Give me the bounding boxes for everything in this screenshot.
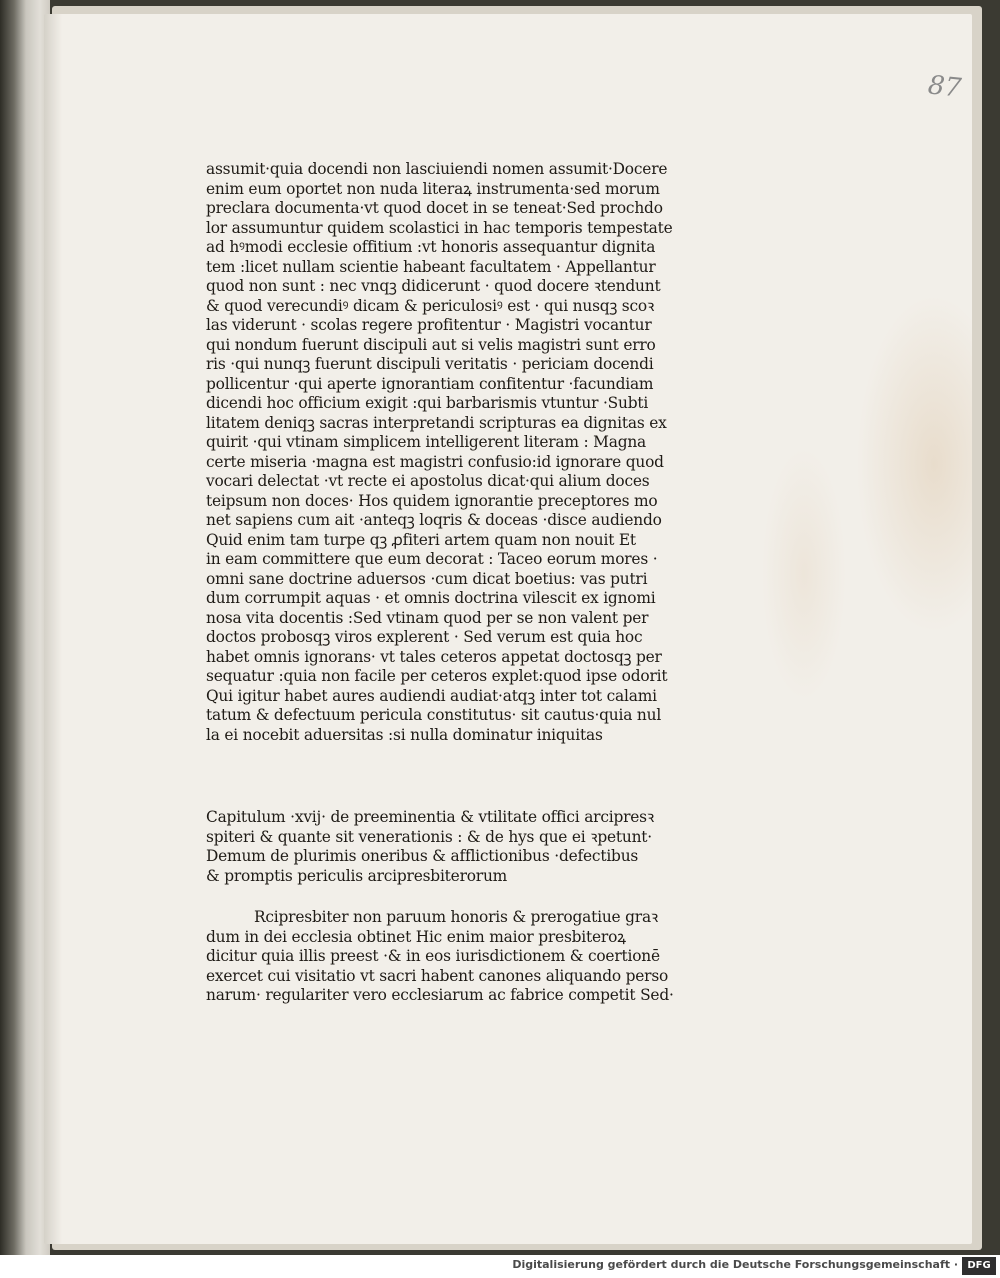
- body-line: dum in dei ecclesia obtinet Hic enim maior presbiteroꝝ: [206, 927, 626, 946]
- text-line: pollicentur ·qui aperte ignorantiam confitentur ·facundiam: [206, 374, 654, 393]
- heading-line: Demum de plurimis oneribus & afflictionibus ·defectibus: [206, 847, 639, 865]
- body-line: dicitur quia illis preest ·& in eos iurisdictionem & coertionē: [206, 947, 660, 965]
- chapter-heading: [206, 808, 774, 886]
- text-line: preclara documenta·vt quod docet in se teneat·Sed prochdo: [206, 199, 663, 217]
- chapter-body: [206, 908, 774, 1006]
- text-line: tem :licet nullam scientie habeant facultatem · Appellantur: [206, 257, 656, 276]
- text-line: omni sane doctrine aduersos ·cum dicat boetius: vas putri: [206, 569, 648, 588]
- text-line: net sapiens cum ait ·anteqꝫ loqris & doceas ·disce audiendo: [206, 511, 662, 529]
- heading-line: & promptis periculis arcipresbiterorum: [206, 866, 508, 885]
- text-line: ad hꝰmodi ecclesie offitium :vt honoris assequantur dignita: [206, 238, 656, 256]
- text-line: dum corrumpit aquas · et omnis doctrina vilescit ex ignomi: [206, 589, 656, 607]
- text-line: nosa vita docentis :Sed vtinam quod per se non valent per: [206, 608, 649, 627]
- text-line: dicendi hoc officium exigit :qui barbarismis vtuntur ·Subti: [206, 394, 649, 412]
- body-line: narum· regulariter vero ecclesiarum ac fabrice competit Sed·: [206, 986, 674, 1004]
- text-line: doctos probosqꝫ viros explerent · Sed verum est quia hoc: [206, 628, 643, 646]
- facing-page-edge: [0, 0, 50, 1255]
- text-line: ris ·qui nunqꝫ fuerunt discipuli veritatis · periciam docendi: [206, 355, 654, 373]
- body-line: Rcipresbiter non paruum honoris & prerogatiue graꝛ: [254, 908, 659, 926]
- text-line: qui nondum fuerunt discipuli aut si velis magistri sunt erro: [206, 335, 656, 354]
- text-line: las viderunt · scolas regere profitentur · Magistri vocantur: [206, 316, 652, 334]
- text-line: habet omnis ignorans· vt tales ceteros appetat doctosqꝫ per: [206, 647, 662, 666]
- text-line: enim eum oportet non nuda literaꝝ instrumenta·sed morum: [206, 179, 660, 198]
- text-line: teipsum non doces· Hos quidem ignorantie preceptores mo: [206, 491, 658, 510]
- text-line: Qui igitur habet aures audiendi audiat·atqꝫ inter tot calami: [206, 686, 657, 705]
- text-line: quod non sunt : nec vnqꝫ didicerunt · quod docere ꝛtendunt: [206, 277, 661, 295]
- handwritten-page-number: 87: [926, 70, 963, 104]
- footer-bar: [0, 1255, 1000, 1278]
- text-line: sequatur :quia non facile per ceteros explet:quod ipse odorit: [206, 667, 668, 685]
- text-line: in eam committere que eum decorat : Taceo eorum mores ·: [206, 550, 658, 568]
- text-line: litatem deniqꝫ sacras interpretandi scripturas ea dignitas ex: [206, 413, 667, 432]
- text-line: tatum & defectuum pericula constitutus· sit cautus·quia nul: [206, 706, 662, 724]
- text-line: la ei nocebit aduersitas :si nulla dominatur iniquitas: [206, 725, 603, 744]
- text-line: lor assumuntur quidem scolastici in hac temporis tempestate: [206, 218, 673, 237]
- heading-line: spiteri & quante sit venerationis : & de hys que ei ꝛpetunt·: [206, 827, 652, 846]
- text-line: vocari delectat ·vt recte ei apostolus dicat·qui alium doces: [206, 472, 650, 490]
- text-line: & quod verecundiꝰ dicam & periculosiꝰ est · qui nusqꝫ scoꝛ: [206, 296, 655, 315]
- text-line: assumit·quia docendi non lasciuiendi nomen assumit·Docere: [206, 160, 668, 178]
- funding-credit: Digitalisierung gefördert durch die Deutsche Forschungsgemeinschaft ·: [512, 1258, 958, 1271]
- text-line: quirit ·qui vtinam simplicem intelligerent literam : Magna: [206, 433, 647, 451]
- main-text-block: [206, 160, 774, 745]
- heading-line: Capitulum ·xvij· de preeminentia & vtilitate offici arcipresꝛ: [206, 808, 654, 826]
- text-line: certe miseria ·magna est magistri confusio:id ignorare quod: [206, 452, 664, 471]
- dfg-logo: DFG: [962, 1257, 996, 1275]
- body-line: exercet cui visitatio vt sacri habent canones aliquando perso: [206, 966, 669, 985]
- text-line: Quid enim tam turpe qꝫ ꝓfiteri artem quam non nouit Et: [206, 530, 636, 549]
